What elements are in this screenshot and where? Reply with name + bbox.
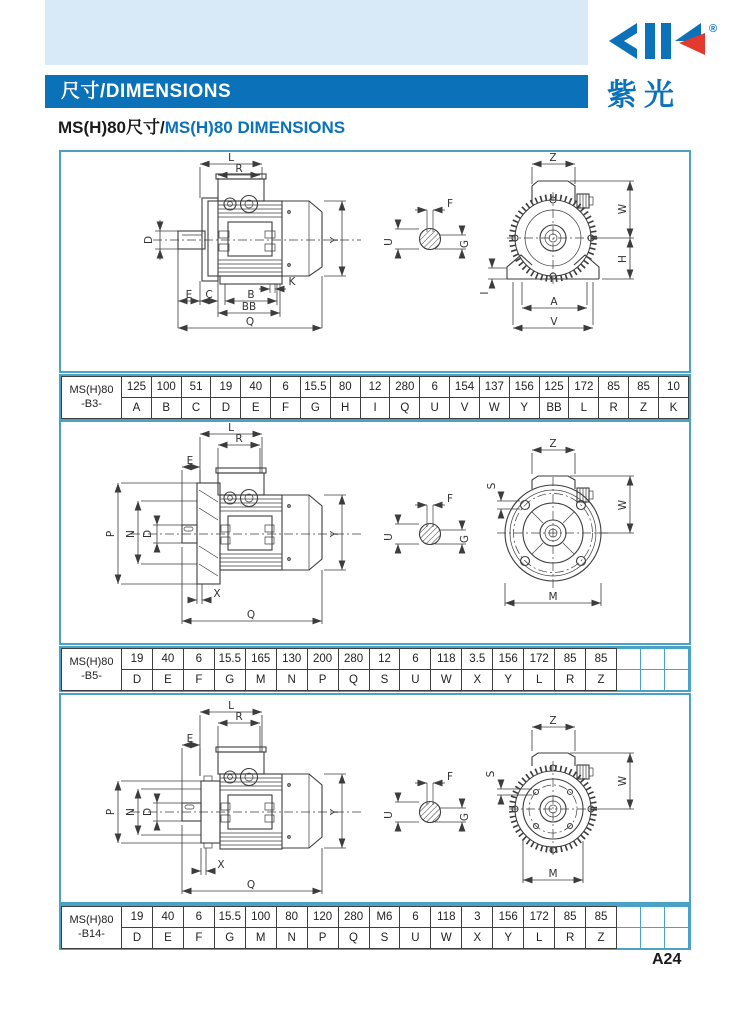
dim-letter-cell: W — [431, 928, 462, 949]
b14-shaft-section — [383, 771, 471, 831]
dim-value-cell — [641, 907, 665, 928]
dim-value-cell: 125 — [122, 377, 152, 398]
dim-label-C: C — [205, 289, 213, 301]
dim-letter-cell: Y — [493, 670, 524, 691]
b14-side-view — [105, 700, 361, 894]
dim-letter-cell: Z — [586, 928, 617, 949]
dim-value-cell: 12 — [360, 377, 390, 398]
brand-logo — [597, 20, 727, 120]
section-title: 尺寸/DIMENSIONS — [61, 81, 232, 102]
dim-value-cell: 85 — [555, 649, 586, 670]
dim-label-P: P — [105, 808, 117, 816]
b14-drawing-panel — [59, 693, 691, 904]
dim-value-cell: 80 — [276, 907, 307, 928]
dim-letter-cell: Q — [338, 670, 369, 691]
dimension-table-b14 — [59, 904, 691, 950]
dimension-table-b3 — [59, 374, 691, 420]
dim-value-cell: 172 — [524, 907, 555, 928]
dim-letter-cell — [641, 928, 665, 949]
dim-value-cell: 156 — [493, 649, 524, 670]
dim-value-cell: 6 — [183, 649, 214, 670]
dim-label-N: N — [125, 530, 137, 538]
logo-chinese-text: 紫光 — [607, 79, 681, 112]
dim-label-U: U — [383, 238, 395, 246]
dim-label-G: G — [459, 534, 471, 544]
dim-value-cell: 19 — [211, 377, 241, 398]
dim-value-cell: 85 — [586, 907, 617, 928]
dim-value-cell: 280 — [338, 907, 369, 928]
dim-label-R: R — [235, 163, 243, 175]
b3-side-view — [143, 152, 361, 328]
dim-value-cell: 85 — [599, 377, 629, 398]
dim-label-B: B — [247, 289, 255, 301]
dim-letter-cell: F — [183, 928, 214, 949]
dim-label-S: S — [485, 770, 497, 778]
dim-letter-cell: U — [400, 670, 431, 691]
dim-letter-cell: E — [152, 670, 183, 691]
dim-letter-cell: P — [307, 928, 338, 949]
dim-label-M: M — [548, 591, 558, 603]
dim-label-W: W — [617, 499, 629, 511]
dim-value-cell — [617, 907, 641, 928]
dim-letter-cell: W — [479, 398, 509, 419]
dim-label-Z: Z — [549, 438, 557, 450]
dim-value-cell: 19 — [122, 649, 153, 670]
page-subtitle — [58, 113, 345, 138]
dim-value-cell: 15.5 — [214, 907, 245, 928]
dim-letter-cell: G — [214, 928, 245, 949]
model-cell: MS(H)80 -B5- — [62, 649, 122, 691]
dim-letter-cell: F — [271, 398, 301, 419]
b5-shaft-section — [383, 493, 471, 553]
dim-value-cell: 120 — [307, 907, 338, 928]
dim-letter-cell: E — [152, 928, 183, 949]
dim-value-cell: 156 — [509, 377, 539, 398]
dim-label-Y: Y — [329, 530, 341, 538]
dim-value-cell: 6 — [271, 377, 301, 398]
dim-label-G: G — [459, 239, 471, 249]
dim-letter-cell: N — [276, 670, 307, 691]
dim-value-cell: 40 — [241, 377, 271, 398]
dim-letter-cell: G — [300, 398, 330, 419]
dim-letter-cell: N — [276, 928, 307, 949]
header-band — [45, 0, 588, 65]
dim-letter-cell: R — [555, 670, 586, 691]
dim-label-A: A — [550, 296, 558, 308]
dim-value-cell: 15.5 — [300, 377, 330, 398]
dim-label-G: G — [459, 812, 471, 822]
dim-letter-cell: X — [462, 670, 493, 691]
dim-label-F: F — [446, 493, 454, 505]
dim-value-cell: 40 — [152, 649, 183, 670]
dim-label-K: K — [288, 276, 296, 288]
dim-label-Z: Z — [549, 715, 557, 727]
dim-value-cell: 15.5 — [214, 649, 245, 670]
dim-label-D: D — [143, 235, 155, 245]
page-number: A24 — [652, 951, 682, 968]
dim-value-cell: 3 — [462, 907, 493, 928]
b3-drawing-panel — [59, 150, 691, 373]
brand-logo-mark — [597, 20, 725, 64]
dim-label-E: E — [186, 455, 194, 467]
logo-registered-mark: ® — [709, 23, 718, 35]
dim-label-BB: BB — [241, 301, 257, 313]
dim-label-F: F — [446, 198, 454, 210]
dim-value-cell: 100 — [245, 907, 276, 928]
dim-label-Q: Q — [246, 879, 256, 891]
dim-letter-cell: V — [450, 398, 480, 419]
dim-label-I: I — [479, 291, 491, 295]
dim-letter-cell: E — [241, 398, 271, 419]
dim-letter-cell: U — [400, 928, 431, 949]
dim-letter-cell: G — [214, 670, 245, 691]
logo-i-glyph — [645, 23, 655, 59]
logo-k-stem — [661, 23, 671, 59]
dim-value-cell: 85 — [586, 649, 617, 670]
dim-value-cell: 10 — [658, 377, 688, 398]
dim-value-cell: 6 — [400, 907, 431, 928]
dim-letter-cell: BB — [539, 398, 569, 419]
dim-letter-cell: F — [183, 670, 214, 691]
dim-letter-cell: Y — [493, 928, 524, 949]
dim-letter-cell: H — [330, 398, 360, 419]
dim-letter-cell: R — [599, 398, 629, 419]
model-cell: MS(H)80 -B14- — [62, 907, 122, 949]
dim-letter-cell: D — [122, 928, 153, 949]
dim-label-H: H — [617, 255, 629, 263]
dim-value-cell: 280 — [390, 377, 420, 398]
dim-value-cell: 280 — [338, 649, 369, 670]
dim-label-P: P — [105, 530, 117, 538]
dim-label-X: X — [213, 588, 221, 600]
dim-letter-cell — [665, 670, 689, 691]
b14-front-view — [485, 715, 634, 883]
dim-value-cell: 172 — [569, 377, 599, 398]
dim-label-X: X — [217, 859, 225, 871]
dim-label-U: U — [383, 811, 395, 819]
dim-label-W: W — [617, 775, 629, 787]
dim-value-cell: 165 — [245, 649, 276, 670]
dim-label-Q: Q — [245, 316, 255, 328]
dim-value-cell: 130 — [276, 649, 307, 670]
dim-label-N: N — [125, 808, 137, 816]
dim-label-M: M — [548, 868, 558, 880]
dim-label-E: E — [186, 733, 194, 745]
dim-value-cell: 80 — [330, 377, 360, 398]
dim-label-V: V — [550, 316, 558, 328]
b5-side-view — [105, 422, 361, 624]
dim-value-cell: 85 — [555, 907, 586, 928]
dim-value-cell: 6 — [183, 907, 214, 928]
dim-label-E: E — [185, 289, 193, 301]
dim-value-cell: 19 — [122, 907, 153, 928]
dim-value-cell: 200 — [307, 649, 338, 670]
dim-value-cell: 156 — [493, 907, 524, 928]
dim-label-R: R — [235, 711, 243, 723]
dim-value-cell: 154 — [450, 377, 480, 398]
dim-label-D: D — [142, 529, 154, 539]
dim-letter-cell: L — [569, 398, 599, 419]
dim-letter-cell: U — [420, 398, 450, 419]
dim-letter-cell: R — [555, 928, 586, 949]
dim-value-cell — [641, 649, 665, 670]
dim-label-U: U — [383, 533, 395, 541]
dim-label-Z: Z — [549, 152, 557, 164]
dim-letter-cell: Q — [338, 928, 369, 949]
dim-value-cell: 6 — [400, 649, 431, 670]
dim-value-cell: 51 — [181, 377, 211, 398]
dim-value-cell: 125 — [539, 377, 569, 398]
dim-letter-cell — [617, 670, 641, 691]
b3-dimension-drawing — [61, 152, 689, 371]
b3-shaft-section — [383, 198, 471, 258]
dim-letter-cell: B — [151, 398, 181, 419]
dim-label-F: F — [446, 771, 454, 783]
dim-letter-cell: Z — [586, 670, 617, 691]
dim-letter-cell: Q — [390, 398, 420, 419]
dim-label-Y: Y — [329, 236, 341, 244]
dim-letter-cell: Z — [629, 398, 659, 419]
dim-letter-cell: I — [360, 398, 390, 419]
dim-letter-cell — [617, 928, 641, 949]
model-cell: MS(H)80 -B3- — [62, 377, 122, 419]
dim-letter-cell: M — [245, 928, 276, 949]
subtitle-en: MS(H)80 DIMENSIONS — [164, 118, 346, 137]
dim-label-L: L — [228, 422, 234, 434]
dim-letter-cell: K — [658, 398, 688, 419]
dim-letter-cell: L — [524, 670, 555, 691]
logo-z-glyph — [609, 23, 637, 59]
dim-value-cell: 118 — [431, 649, 462, 670]
dim-value-cell — [665, 907, 689, 928]
dim-value-cell: 118 — [431, 907, 462, 928]
dim-label-W: W — [617, 203, 629, 215]
subtitle-cn: MS(H)80尺寸/ — [58, 118, 165, 137]
dim-label-L: L — [228, 700, 234, 712]
section-titlebar — [45, 75, 588, 108]
dim-value-cell: 40 — [152, 907, 183, 928]
b3-front-view — [479, 152, 634, 328]
dim-letter-cell: D — [211, 398, 241, 419]
b14-dimension-drawing — [61, 695, 689, 902]
dim-letter-cell: M — [245, 670, 276, 691]
dim-value-cell: 172 — [524, 649, 555, 670]
dim-label-D: D — [142, 807, 154, 817]
dim-letter-cell: W — [431, 670, 462, 691]
dim-letter-cell — [641, 670, 665, 691]
dim-letter-cell: D — [122, 670, 153, 691]
dim-label-L: L — [228, 152, 234, 164]
dim-letter-cell: S — [369, 928, 400, 949]
dim-value-cell: 85 — [629, 377, 659, 398]
dim-value-cell: M6 — [369, 907, 400, 928]
b5-drawing-panel — [59, 420, 691, 645]
dim-label-Y: Y — [329, 808, 341, 816]
dim-letter-cell: C — [181, 398, 211, 419]
dim-value-cell: 3.5 — [462, 649, 493, 670]
dim-letter-cell — [665, 928, 689, 949]
dim-value-cell — [665, 649, 689, 670]
dim-letter-cell: X — [462, 928, 493, 949]
dim-value-cell: 137 — [479, 377, 509, 398]
dim-letter-cell: Y — [509, 398, 539, 419]
dim-value-cell — [617, 649, 641, 670]
b5-front-view — [486, 438, 634, 606]
dim-label-S: S — [486, 482, 498, 490]
dim-label-Q: Q — [246, 609, 256, 621]
dim-letter-cell: P — [307, 670, 338, 691]
dim-value-cell: 6 — [420, 377, 450, 398]
dim-letter-cell: L — [524, 928, 555, 949]
b5-dimension-drawing — [61, 422, 689, 643]
dimension-table-b5 — [59, 646, 691, 692]
dim-letter-cell: A — [122, 398, 152, 419]
dim-value-cell: 12 — [369, 649, 400, 670]
dim-letter-cell: S — [369, 670, 400, 691]
dim-value-cell: 100 — [151, 377, 181, 398]
dim-label-R: R — [235, 433, 243, 445]
